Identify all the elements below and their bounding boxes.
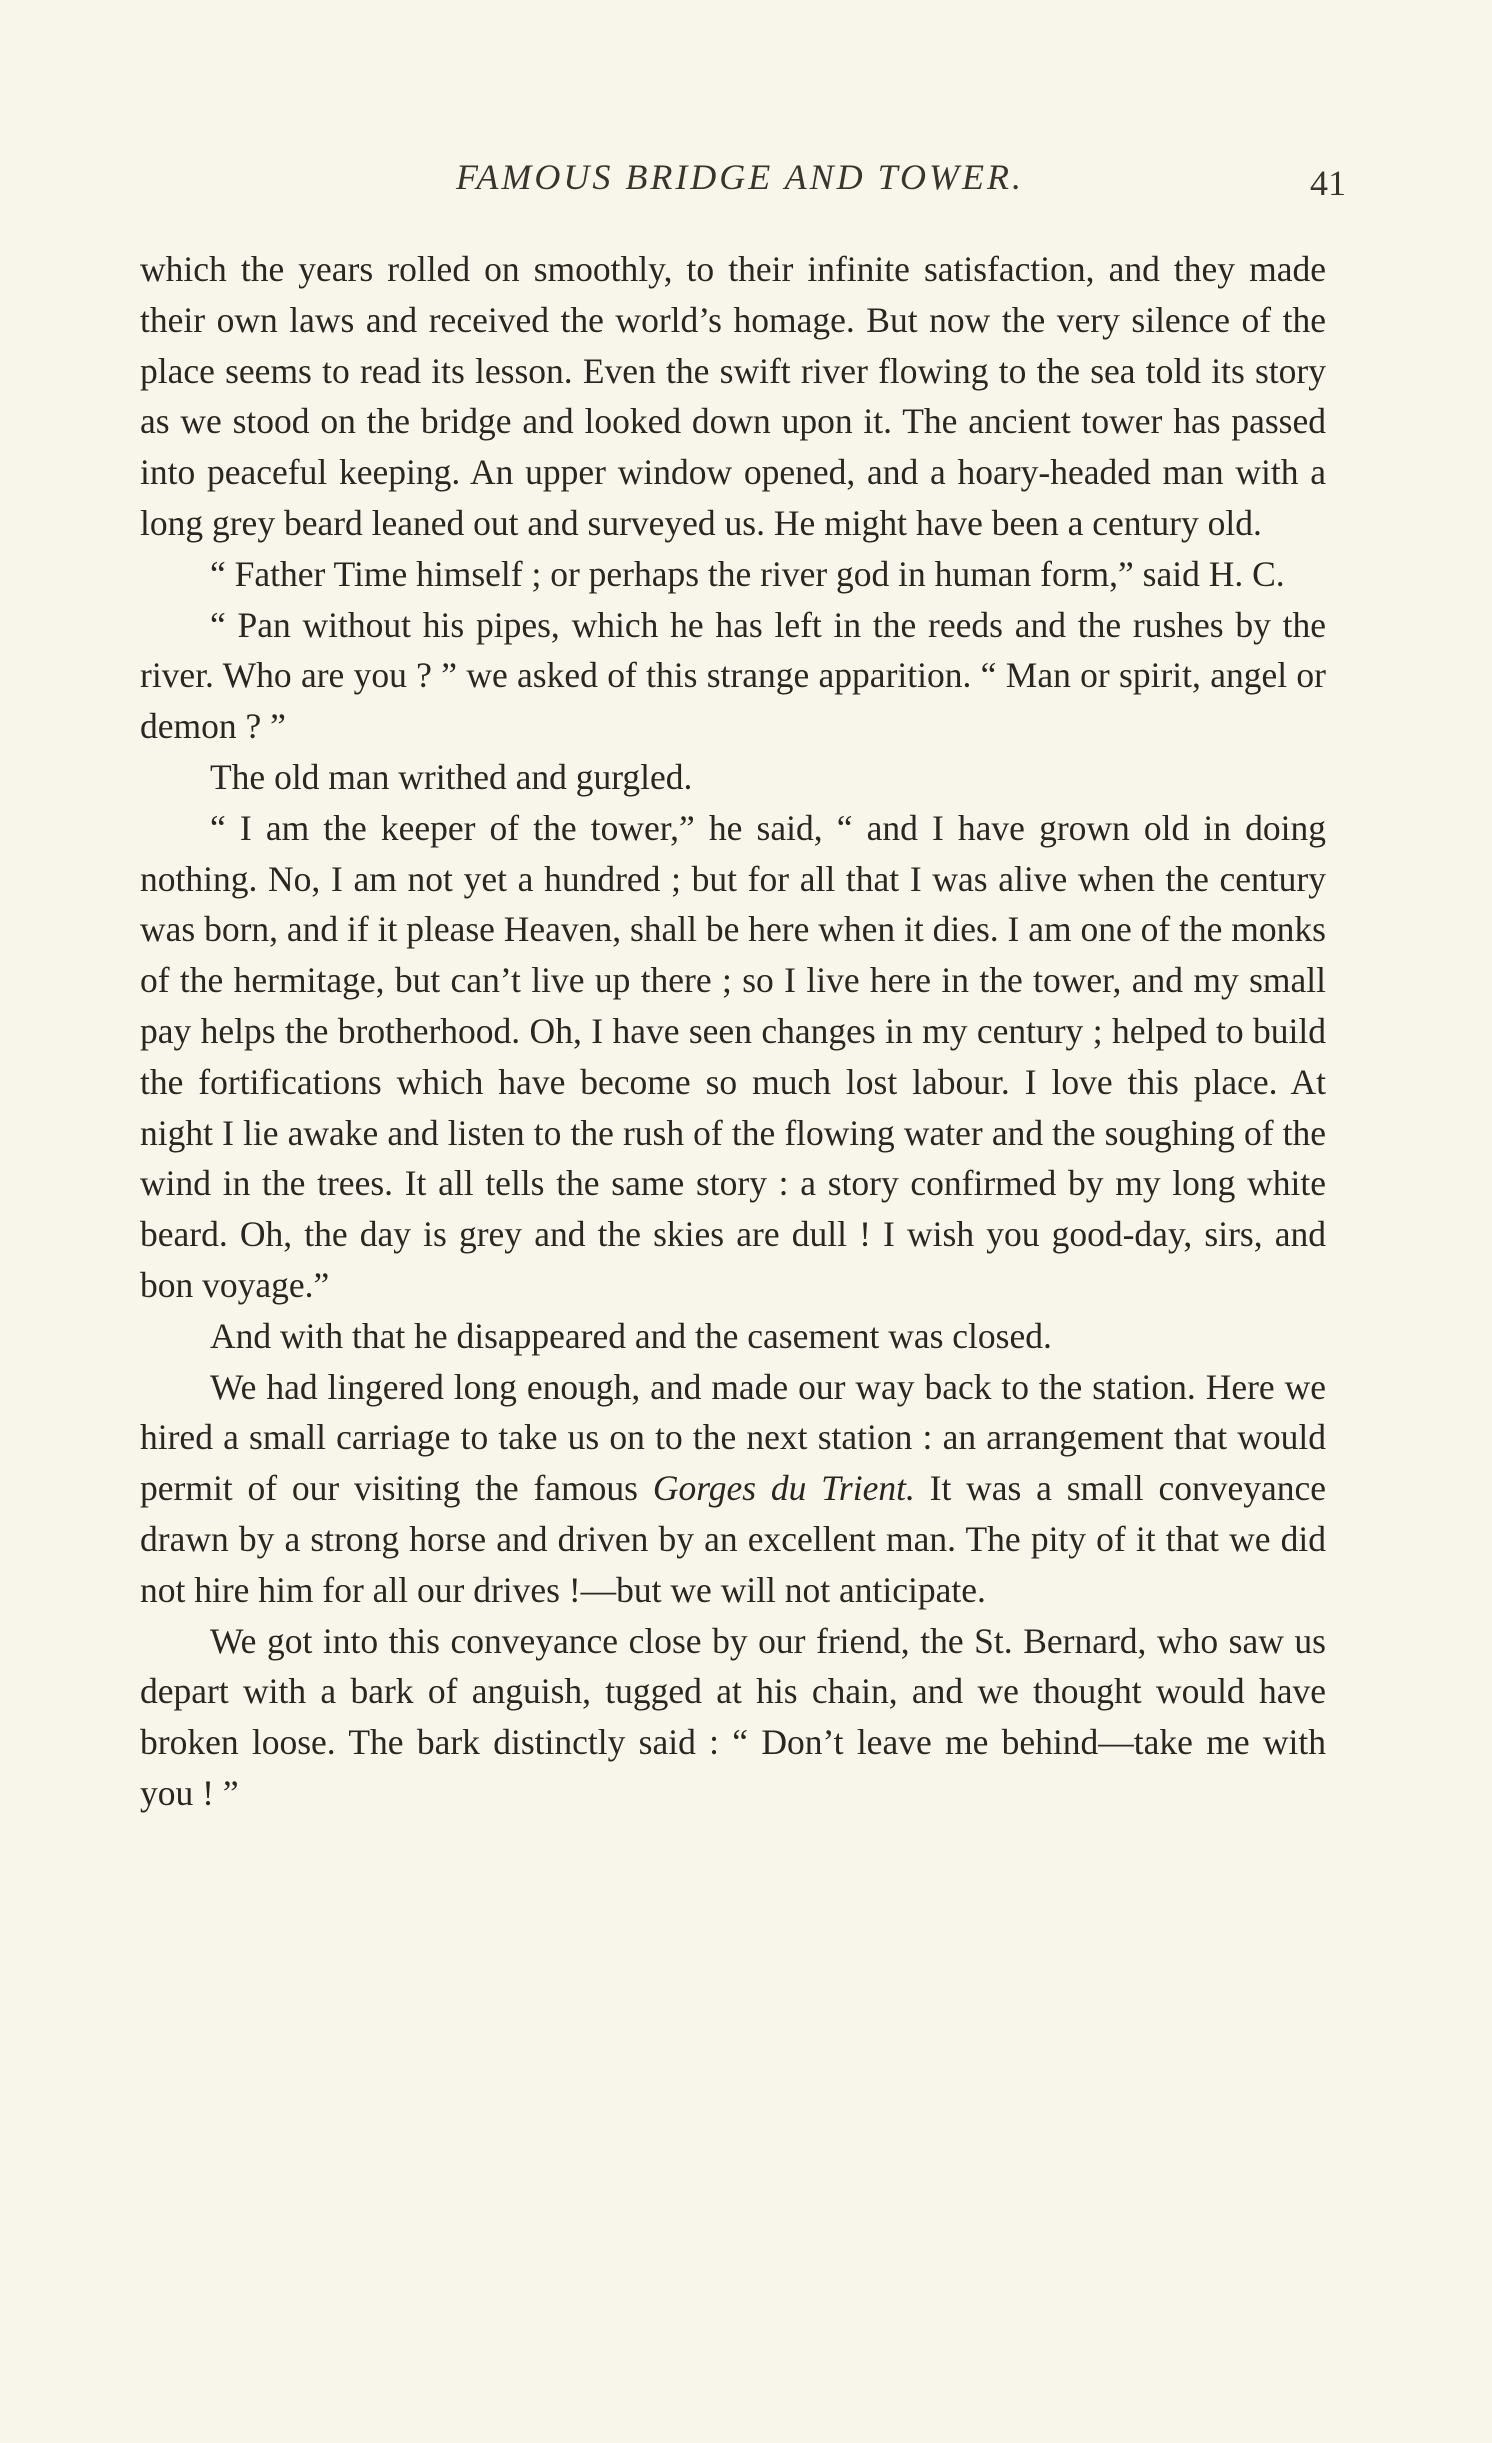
- paragraph-7: [140, 1362, 1326, 1616]
- paragraph-3: “ Pan without his pipes, which he has left in the reeds and the rushes by the river. Who are you ? ” we asked of this strange apparition. “ Man or spirit, angel or demon ? ”: [140, 604, 1326, 747]
- paragraph-7-italic-place-name: Gorges du Trient.: [652, 1468, 915, 1509]
- paragraph-7-text-after: It was a small conveyance drawn by a strong horse and driven by an excellent man. The pity of it that we did not hire him for all our drives !—but we will not anticipate.: [140, 1468, 1326, 1610]
- paragraph-4: The old man writhed and gurgled.: [210, 756, 693, 797]
- paragraph-1: which the years rolled on smoothly, to their infinite satisfaction, and they made their own laws and received the world’s homage. But now the very silence of the place seems to read its lesson. Even the swift river flowing to the sea told its story as we stood on the bridge and looked down upon it. The ancient tower has passed into peaceful keeping. An upper window opened, and a hoary-headed man with a long grey beard leaned out and surveyed us. He might have been a century old.: [140, 249, 1326, 543]
- page-number: 41: [1310, 163, 1346, 203]
- paragraph-7-text-before: We had lingered long enough, and made our way back to the station. Here we hired a small carriage to take us on to the next station : an arrangement that would permit of our visiting the famous: [140, 1366, 1326, 1509]
- paragraph-8: We got into this conveyance close by our friend, the St. Bernard, who saw us depart with a bark of anguish, tugged at his chain, and we thought would have broken loose. The bark distinctly said : “ Don’t leave me behind—take me with you ! ”: [140, 1620, 1326, 1813]
- running-title: FAMOUS BRIDGE AND TOWER.: [456, 157, 1024, 197]
- paragraph-5: “ I am the keeper of the tower,” he said, “ and I have grown old in doing nothing. No, I am not yet a hundred ; but for all that I was alive when the century was born, and if it please Heaven, shall be here when it dies. I am one of the monks of the hermitage, but can’t live up there ; so I live here in the tower, and my small pay helps the brotherhood. Oh, I have seen changes in my century ; helped to build the fortifications which have become so much lost labour. I love this place. At night I lie awake and listen to the rush of the flowing water and the soughing of the wind in the trees. It all tells the same story : a story confirmed by my long white beard. Oh, the day is grey and the skies are dull ! I wish you good-day, sirs, and bon voyage.”: [140, 807, 1326, 1305]
- running-head: [140, 152, 1346, 203]
- paragraph-6: And with that he disappeared and the casement was closed.: [210, 1315, 1052, 1356]
- body-text: [140, 244, 1326, 1819]
- paragraph-2: “ Father Time himself ; or perhaps the river god in human form,” said H. C.: [210, 553, 1285, 594]
